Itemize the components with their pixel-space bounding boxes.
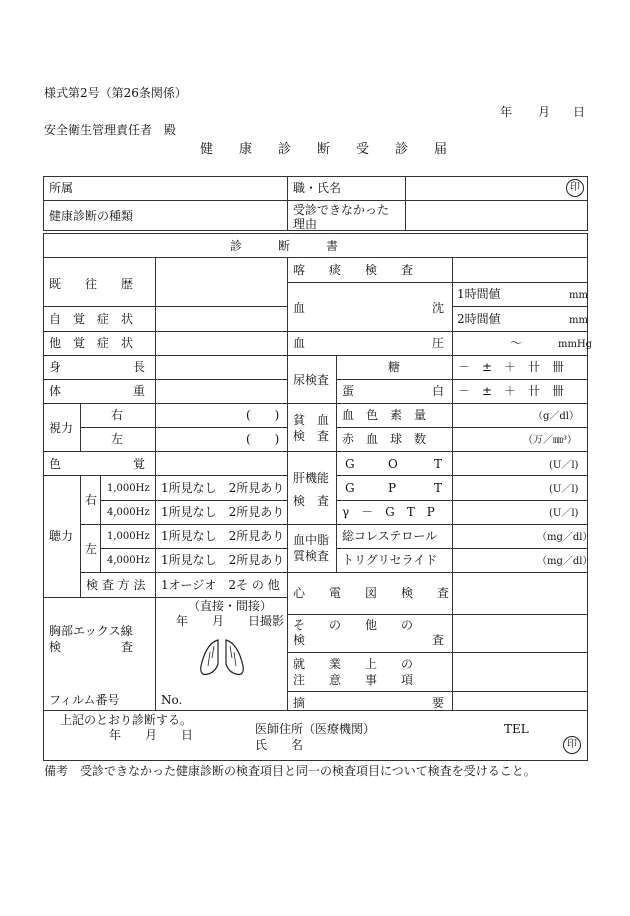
date-day: 日 [573, 105, 586, 119]
color-vision-label: 色 覚 [49, 457, 146, 471]
ggtp-label: γ － G T P [342, 505, 435, 519]
history-label: 既 往 歴 [49, 277, 134, 291]
objective-symptoms-label: 他 覚 症 状 [49, 336, 134, 350]
urine-protein-scale: － ± ＋ 卄 卌 [458, 384, 565, 398]
test-method-label: 検 査 方 法 [86, 578, 146, 592]
blood-pressure-label-b: 圧 [432, 336, 445, 350]
film-number-no: No. [161, 693, 183, 707]
gpt-label-p: P [388, 481, 397, 495]
cholesterol-unit: （mg／dl） [537, 532, 593, 543]
hearing-right-1000-finding: 1所見なし 2所見あり [161, 481, 285, 495]
other-tests-label-line2b: 査 [432, 633, 445, 647]
doctor-name-label: 氏 名 [255, 738, 304, 752]
anemia-test-label-line2: 検 査 [293, 429, 330, 443]
ggtp-unit: (U／l) [549, 508, 579, 519]
blood-pressure-label-a: 血 [293, 336, 306, 350]
photo-date-label: 年 月 日撮影 [176, 614, 285, 628]
summary-label-b: 要 [432, 696, 445, 710]
chest-xray-label-line2: 検 査 [49, 640, 134, 654]
hearing-right-4000hz: 4,000Hz [107, 507, 150, 518]
vision-right-label: 右 [111, 408, 124, 422]
form-number: 様式第2号（第26条関係） [44, 86, 187, 100]
date-year: 年 [500, 105, 513, 119]
triglyceride-label: トリグリセライド [342, 553, 438, 567]
work-notes-label-line2: 注 意 事 項 [293, 673, 414, 687]
other-tests-label-line2a: 検 [293, 633, 306, 647]
position-name-label: 職・氏名 [293, 181, 342, 195]
chest-xray-label-line1: 胸部エックス線 [49, 624, 133, 638]
direct-indirect-label: （直接・間接） [188, 599, 273, 613]
gpt-unit: (U／l) [549, 484, 579, 495]
sputum-test-label: 喀 痰 検 査 [293, 263, 414, 277]
hearing-left-4000-finding: 1所見なし 2所見あり [161, 553, 285, 567]
vision-right-paren: ( ) [246, 408, 280, 422]
two-hour-unit: mm [569, 315, 588, 326]
vision-label: 視力 [49, 421, 74, 435]
height-label: 身 長 [49, 360, 146, 374]
got-label-t: T [434, 457, 443, 471]
got-unit: (U／l) [549, 460, 579, 471]
work-notes-label-line1: 就 業 上 の [293, 657, 414, 671]
summary-label-a: 摘 [293, 696, 306, 710]
reason-label-line1: 受診できなかった [293, 203, 390, 217]
liver-function-label-line1: 肝機能 [293, 471, 330, 485]
anemia-test-label-line1: 貧 血 [293, 413, 330, 427]
gpt-label-g: G [345, 481, 355, 495]
lungs-icon [196, 636, 248, 680]
blood-pressure-tilde: ～ [510, 336, 523, 350]
tel-label: TEL [504, 722, 529, 736]
got-label-o: O [388, 457, 398, 471]
hearing-left-1000-finding: 1所見なし 2所見あり [161, 529, 285, 543]
hearing-left-4000hz: 4,000Hz [107, 555, 150, 566]
hearing-left-label: 左 [85, 542, 98, 556]
doctor-address-label: 医師住所（医療機関） [255, 722, 376, 736]
seal-stamp: 印 [566, 179, 584, 197]
vision-left-label: 左 [111, 432, 124, 446]
hearing-label: 聴力 [49, 529, 74, 543]
liver-function-label-line2: 検 査 [293, 494, 330, 508]
remarks-note: 備考 受診できなかった健康診断の検査項目と同一の検査項目について検査を受けること。 [44, 764, 536, 778]
blood-sed-label-a: 血 [293, 301, 306, 315]
film-number-label: フィルム番号 [49, 693, 120, 707]
doctor-seal-stamp: 印 [563, 736, 581, 754]
exam-type-label: 健康診断の種類 [49, 209, 134, 223]
hearing-right-4000-finding: 1所見なし 2所見あり [161, 505, 285, 519]
date-month: 月 [538, 105, 551, 119]
hearing-right-1000hz: 1,000Hz [107, 483, 150, 494]
reason-label-line2: 理由 [293, 217, 318, 231]
gpt-label-t: T [434, 481, 443, 495]
weight-label: 体 重 [49, 384, 146, 398]
lipid-test-label-line2: 質検査 [293, 549, 330, 563]
one-hour-unit: mm [569, 290, 588, 301]
certificate-title: 診 断 書 [230, 239, 339, 253]
rbc-count-unit: （万／㎜³） [523, 435, 578, 446]
urine-sugar-scale: － ± ＋ 卄 卌 [458, 360, 565, 374]
hearing-left-1000hz: 1,000Hz [107, 531, 150, 542]
one-hour-value-label: 1時間値 [457, 287, 501, 301]
other-tests-label-line1: そ の 他 の [293, 618, 414, 632]
subjective-symptoms-label: 自 覚 症 状 [49, 312, 134, 326]
hemoglobin-label: 血 色 素 量 [342, 408, 427, 422]
diagnosis-date: 年 月 日 [109, 728, 194, 742]
blood-pressure-unit: mmHg [558, 339, 593, 350]
got-label-g: G [345, 457, 355, 471]
hemoglobin-unit: （g／dl） [533, 411, 580, 422]
affiliation-label: 所属 [49, 181, 74, 195]
vision-left-paren: ( ) [246, 432, 280, 446]
diagnosed-statement: 上記のとおり診断する。 [60, 713, 193, 727]
lipid-test-label-line1: 血中脂 [293, 533, 330, 547]
two-hour-value-label: 2時間値 [457, 312, 501, 326]
urine-protein-label-b: 白 [432, 384, 445, 398]
triglyceride-unit: （mg／dl） [537, 556, 593, 567]
rbc-count-label: 赤 血 球 数 [342, 432, 427, 446]
addressee: 安全衛生管理責任者 殿 [44, 123, 177, 137]
cholesterol-label: 総コレステロール [342, 529, 438, 543]
hearing-right-label: 右 [85, 493, 98, 507]
test-method-value: 1オージオ 2そ の 他 [161, 578, 280, 592]
document-title: 健 康 診 断 受 診 届 [200, 142, 448, 157]
urine-protein-label-a: 蛋 [342, 384, 355, 398]
urine-test-label: 尿検査 [293, 373, 330, 387]
blood-sed-label-b: 沈 [432, 301, 445, 315]
ecg-label: 心 電 図 検 査 [293, 586, 450, 600]
urine-sugar-label: 糖 [388, 360, 401, 374]
